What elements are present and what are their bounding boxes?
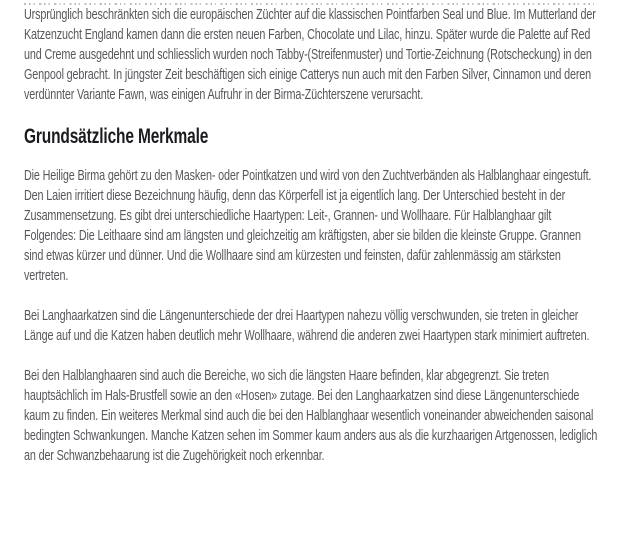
intro-paragraph: Ursprünglich beschränkten sich die europäischen Züchter auf die klassischen Pointfarben Seal und Blue. Im Mutterland der Katzenzucht England kamen dann die ersten neuen Farben, Chocolate und Lilac, hinzu. Später wurde die Palette auf Red und Creme ausgedehnt und schliesslich wurden noch Tabby-(Streifenmuster) und Tortie-Zeichnung (Rotscheckung) in den Genpool gebracht. In jüngster Zeit beschäftigen sich einige Catterys nun auch mit den Farben Silver, Cinnamon und deren verdünnter Variante Fawn, was einigen Aufruhr in der Birma-Züchterszene verursacht. (24, 6, 596, 103)
body-paragraph-2: Bei Langhaarkatzen sind die Längenunterschiede der drei Haartypen nahezu völlig verschwunden, sie treten in gleicher Länge auf und die Katzen haben deutlich mehr Wollhaare, während die anderen zwei Haartypen stark minimiert auftreten. (24, 307, 590, 344)
body-paragraph-1: Die Heilige Birma gehört zu den Masken- oder Pointkatzen und wird von den Zuchtverbänden als Halblanghaar eingestuft. Den Laien irritiert diese Bezeichnung häufig, denn das Körperfell ist ja eigentlich lang. Der Unterschied besteht in der Zusammensetzung. Es gibt drei unterschiedliche Haartypen: Leit-, Grannen- und Wollhaare. Für Halblanghaar gilt Folgendes: Die Leithaare sind am längsten und gleichzeitig am kräftigsten, aber sie bilden die kleinste Gruppe. Grannen sind etwas kürzer und dünner. Und die Wollhaare sind am kürzesten und feinsten, dafür zahlenmässig am stärksten vertreten. (24, 167, 592, 284)
article-body (24, 3, 600, 466)
body-paragraph-3: Bei den Halblanghaaren sind auch die Bereiche, wo sich die längsten Haare befinden, klar abgegrenzt. Sie treten hauptsächlich im Hals-Brustfell sowie an den «Hosen» zutage. Bei den Langhaarkatzen sind diese Längenunterschiede kaum zu finden. Ein weiteres Merkmal sind auch die bei den Halblanghaar wesentlich voneinander abweichenden saisonal bedingten Schwankungen. Manche Katzen sehen im Sommer kaum anders aus als die kurzhaarigen Artgenossen, lediglich an der Schwanzbehaarung ist die Zugehörigkeit noch erkennbar. (24, 367, 598, 464)
section-heading: Grundsätzliche Merkmale (24, 124, 209, 148)
clipped-line-remnant (24, 3, 594, 5)
